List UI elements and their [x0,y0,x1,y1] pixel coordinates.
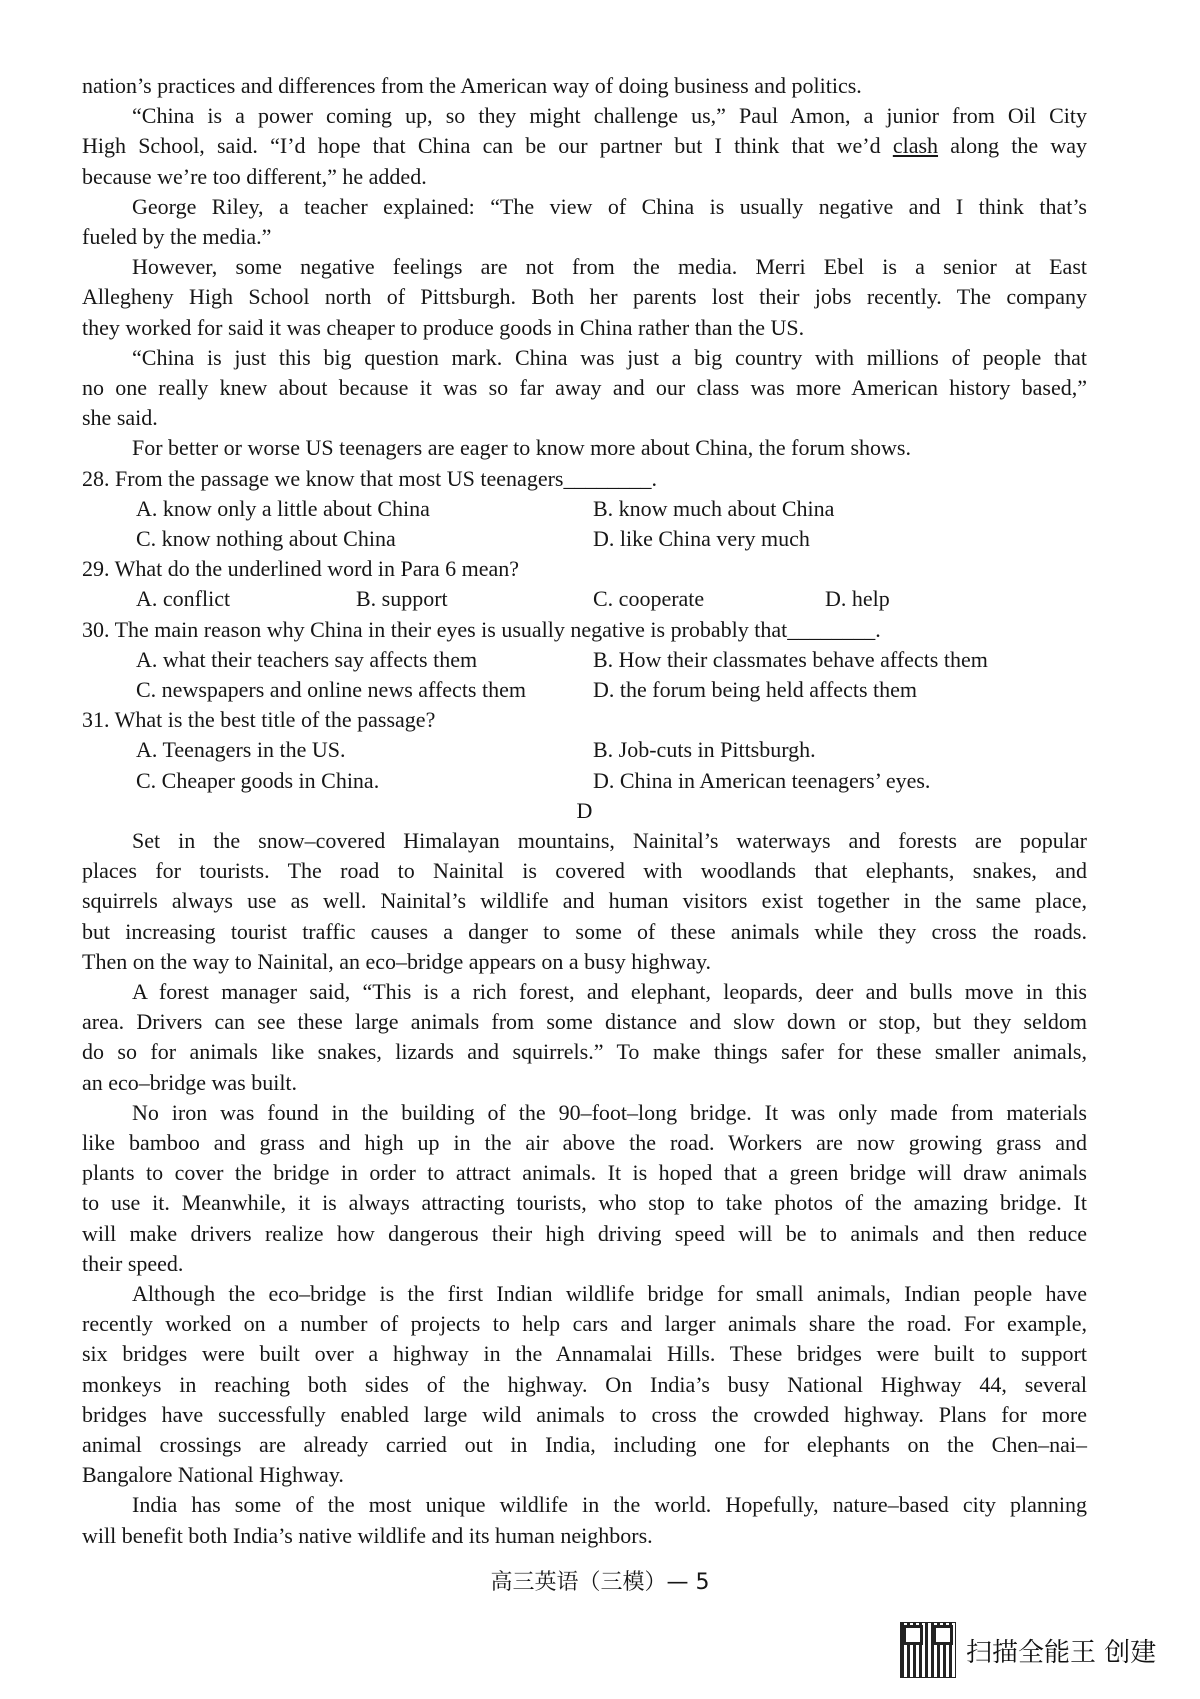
text-line: Allegheny High School north of Pittsburgh. Both her parents lost their jobs recently. The company [82,284,1087,310]
text-line: fueled by the media.” [82,224,272,249]
answer-option: C. know nothing about China [136,526,396,551]
text-segment: High School, said. “I’d hope that China can be our partner but I think that we’d [82,133,893,159]
text-line: places for tourists. The road to Nainital is covered with woodlands that elephants, snakes, and [82,858,1087,884]
watermark-text: 扫描全能王 创建 [966,1637,1157,1668]
text-line: to use it. Meanwhile, it is always attracting tourists, who stop to take photos of the amazing bridge. It [82,1190,1087,1216]
answer-option: D. help [825,586,890,612]
text-line: recently worked on a number of projects to help cars and larger animals share the road. For example, [82,1311,1087,1337]
text-line: However, some negative feelings are not from the media. Merri Ebel is a senior at East [132,254,1087,280]
text-line: an eco–bridge was built. [82,1069,298,1095]
text-line: no one really knew about because it was so far away and our class was more American history based,” [82,375,1087,400]
scanner-watermark [900,1622,1156,1678]
answer-option: B. How their classmates behave affects them [593,646,988,672]
text-line: squirrels always use as well. Nainital’s wildlife and human visitors exist together in the same place, [82,888,1087,914]
text-line: Then on the way to Nainital, an eco–bridge appears on a busy highway. [82,948,712,974]
text-line: they worked for said it was cheaper to produce goods in China rather than the US. [82,314,805,340]
text-line: do so for animals like snakes, lizards and squirrels.” To make things safer for these smaller animals, [82,1039,1087,1065]
text-line: animal crossings are already carried out in India, including one for elephants on the Chen–nai– [82,1432,1087,1457]
text-line: she said. [82,405,158,431]
underlined-word: clash [892,133,939,159]
text-line: For better or worse US teenagers are eager to know more about China, the forum shows. [132,435,911,461]
text-line: because we’re too different,” he added. [82,163,427,189]
answer-option: D. like China very much [593,526,810,551]
text-line: area. Drivers can see these large animals from some distance and slow down or stop, but they seldom [82,1009,1087,1035]
answer-option: A. know only a little about China [136,495,430,521]
question: 28. From the passage we know that most US teenagers________. [82,465,657,491]
text-line: Set in the snow–covered Himalayan mountains, Nainital’s waterways and forests are popular [132,828,1087,853]
answer-option: D. the forum being held affects them [593,677,917,702]
text-line: their speed. [82,1250,184,1276]
text-line: “China is a power coming up, so they might challenge us,” Paul Amon, a junior from Oil City [132,103,1087,129]
text-line: will benefit both India’s native wildlife and its human neighbors. [82,1522,653,1548]
answer-option: C. cooperate [593,586,705,612]
text-segment: along the way [950,133,1087,159]
section-heading: D [576,797,593,823]
text-line: Bangalore National Highway. [82,1462,344,1488]
answer-option: B. support [356,586,448,612]
text-line: nation’s practices and differences from the American way of doing business and politics. [82,73,862,98]
text-line: Although the eco–bridge is the first Indian wildlife bridge for small animals, Indian people have [132,1281,1087,1306]
question: 29. What do the underlined word in Para 6 mean? [82,556,520,582]
answer-option: B. Job-cuts in Pittsburgh. [593,737,816,763]
answer-option: A. Teenagers in the US. [136,737,346,763]
text-line: like bamboo and grass and high up in the air above the road. Workers are now growing grass and [82,1130,1087,1155]
answer-option: A. conflict [136,586,231,612]
text-line: plants to cover the bridge in order to attract animals. It is hoped that a green bridge will draw animals [82,1160,1087,1186]
text-line: six bridges were built over a highway in the Annamalai Hills. These bridges were built to support [82,1341,1087,1367]
page-footer: 高三英语（三模）— 5 [490,1570,710,1595]
text-line: A forest manager said, “This is a rich forest, and elephant, leopards, deer and bulls move in this [132,979,1087,1004]
answer-option: D. China in American teenagers’ eyes. [593,767,931,793]
text-line: “China is just this big question mark. China was just a big country with millions of people that [132,344,1087,370]
answer-option: B. know much about China [593,495,835,521]
text-line [82,132,1087,160]
qr-code-icon [900,1622,956,1678]
text-line: monkeys in reaching both sides of the highway. On India’s busy National Highway 44, several [82,1371,1087,1397]
text-line: but increasing tourist traffic causes a danger to some of these animals while they cross the roads. [82,918,1087,944]
question: 30. The main reason why China in their eyes is usually negative is probably that________. [82,616,881,642]
text-line: No iron was found in the building of the 90–foot–long bridge. It was only made from materials [132,1099,1087,1125]
text-line: bridges have successfully enabled large wild animals to cross the crowded highway. Plans for more [82,1401,1087,1427]
answer-option: C. newspapers and online news affects them [136,677,526,702]
text-line: George Riley, a teacher explained: “The view of China is usually negative and I think that’s [132,193,1087,219]
answer-option: C. Cheaper goods in China. [136,767,380,793]
question: 31. What is the best title of the passage? [82,707,436,733]
text-line: India has some of the most unique wildlife in the world. Hopefully, nature–based city planning [132,1492,1087,1518]
answer-option: A. what their teachers say affects them [136,646,478,672]
text-line: will make drivers realize how dangerous their high driving speed will be to animals and then reduce [82,1220,1087,1246]
